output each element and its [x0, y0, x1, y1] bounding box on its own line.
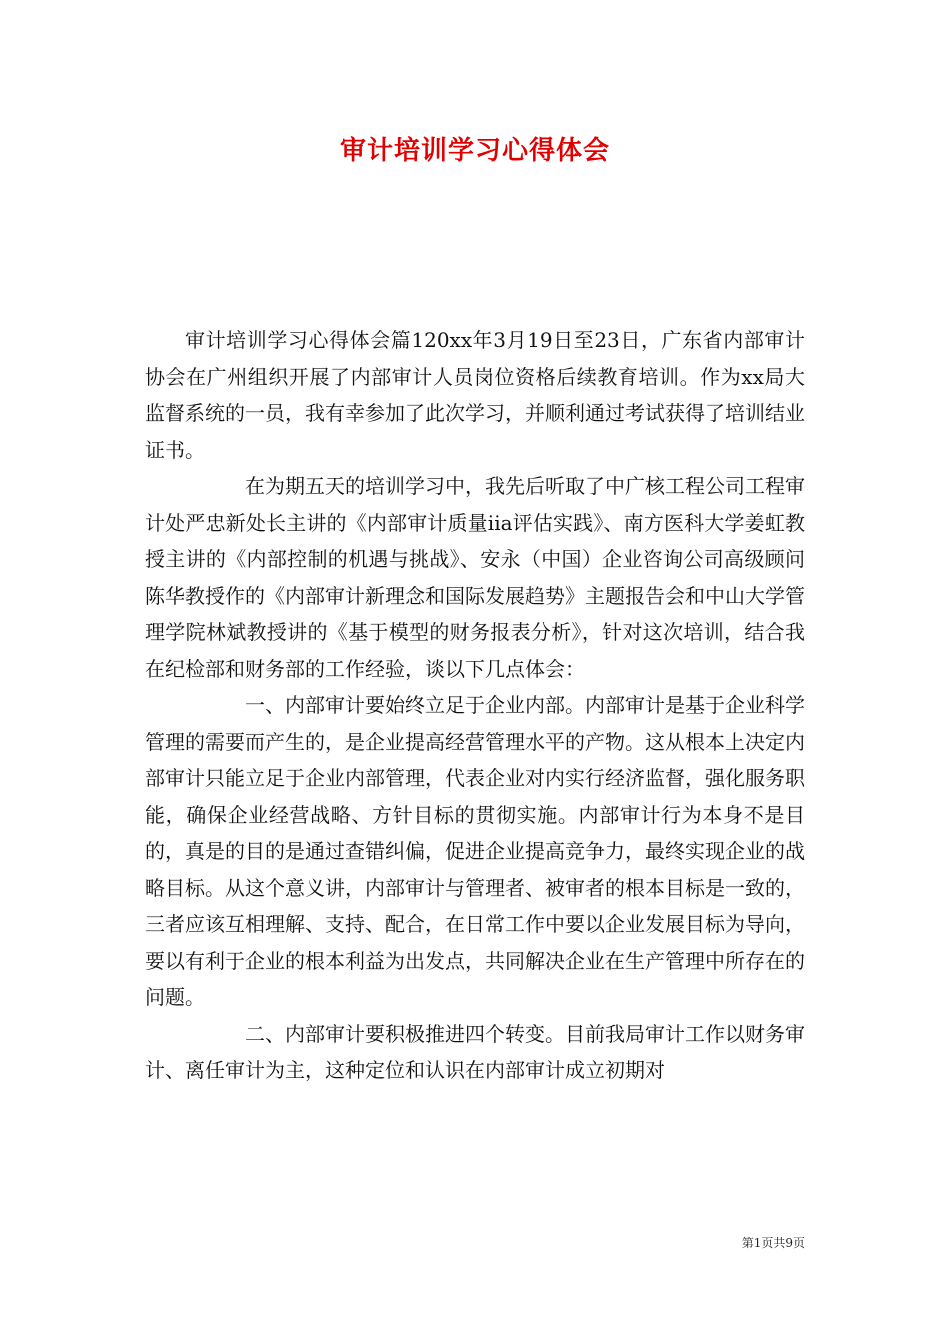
document-body [145, 322, 805, 1089]
paragraph-training: 在为期五天的培训学习中，我先后听取了中广核工程公司工程审计处严忠新处长主讲的《内部审计质量iia评估实践》、南方医科大学姜虹教授主讲的《内部控制的机遇与挑战》、安永（中国）企业咨询公司高级顾问陈华教授作的《内部审计新理念和国际发展趋势》主题报告会和中山大学管理学院林斌教授讲的《基于模型的财务报表分析》，针对这次培训，结合我在纪检部和财务部的工作经验，谈以下几点体会： [145, 474, 805, 681]
document-title: 审计培训学习心得体会 [339, 136, 610, 166]
paragraph-point-two: 二、内部审计要积极推进四个转变。目前我局审计工作以财务审计、离任审计为主，这种定位和认识在内部审计成立初期对 [145, 1021, 805, 1082]
paragraph-intro: 审计培训学习心得体会篇120xx年3月19日至23日，广东省内部审计协会在广州组织开展了内部审计人员岗位资格后续教育培训。作为xx局大监督系统的一员，我有幸参加了此次学习，并顺利通过考试获得了培训结业证书。 [145, 328, 805, 462]
paragraph-point-one: 一、内部审计要始终立足于企业内部。内部审计是基于企业科学管理的需要而产生的，是企业提高经营管理水平的产物。这从根本上决定内部审计只能立足于企业内部管理，代表企业对内实行经济监督，强化服务职能，确保企业经营战略、方针目标的贯彻实施。内部审计行为本身不是目的，真是的目的是通过查错纠偏，促进企业提高竞争力，最终实现企业的战略目标。从这个意义讲，内部审计与管理者、被审者的根本目标是一致的，三者应该互相理解、支持、配合，在日常工作中要以企业发展目标为导向，要以有利于企业的根本利益为出发点，共同解决企业在生产管理中所存在的问题。 [145, 693, 805, 1009]
page-number-footer: 第1页共9页 [741, 1236, 805, 1250]
